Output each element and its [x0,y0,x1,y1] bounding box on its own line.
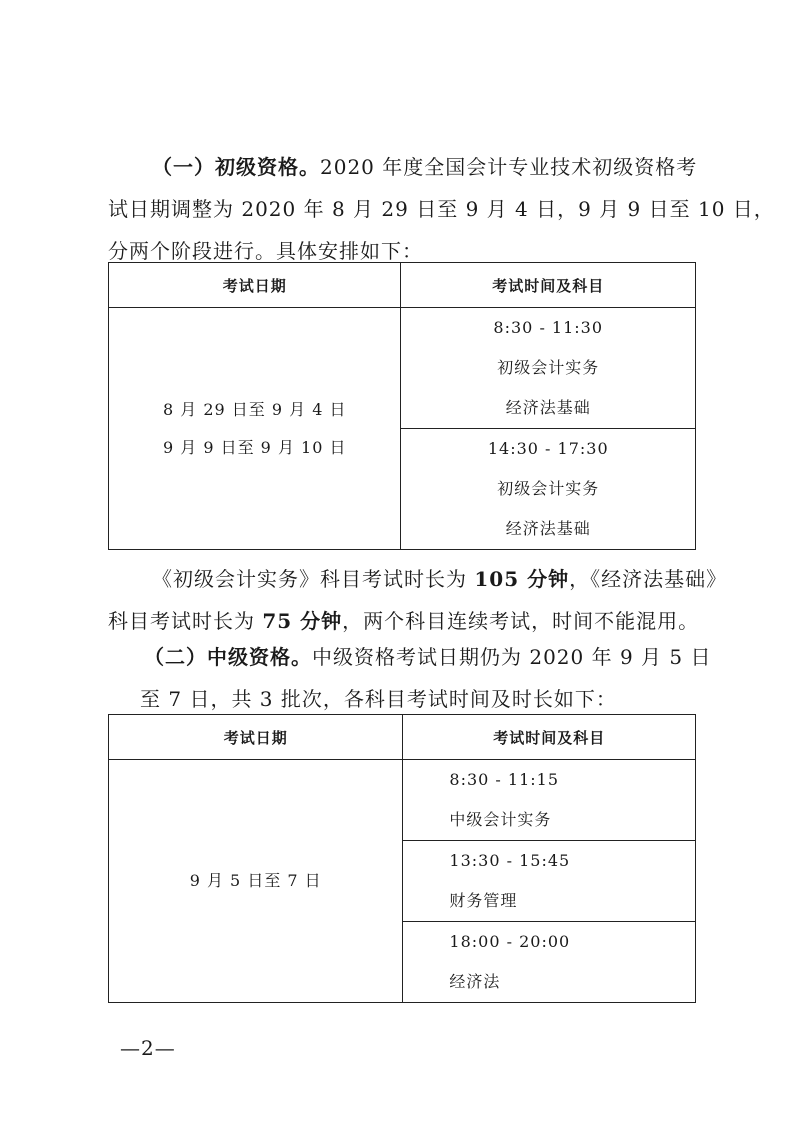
section2-paragraph [108,636,712,720]
table1-header-date: 考试日期 [109,263,401,308]
table2-session-2-subject: 财务管理 [449,891,518,910]
table2-header-row [109,715,696,760]
table1-session-2 [401,429,696,550]
table2-header-date: 考试日期 [109,715,403,760]
page-number: —2— [120,1036,176,1060]
note-part4: ，两个科目连续考试，时间不能混用。 [342,609,700,633]
note-part2: ，《经济法基础》 [569,567,728,591]
table2-session-3-time: 18:00 - 20:00 [449,932,571,951]
section2-heading: （二）中级资格。 [144,645,312,669]
table2-session-3-subject: 经济法 [449,972,501,991]
table2-date: 9 月 5 日至 7 日 [189,871,322,890]
table2-row-1 [109,760,696,841]
table1-date-cell [109,308,401,550]
section2-line1 [108,636,712,678]
note-part1: 《初级会计实务》科目考试时长为 [152,567,475,591]
table2-session-3 [403,922,696,1003]
note-line1 [108,558,728,600]
section1-line1 [108,146,700,188]
section1-line3: 分两个阶段进行。具体安排如下： [108,239,423,263]
table2-header-time: 考试时间及科目 [403,715,696,760]
section2-line2: 至 7 日，共 3 批次，各科目考试时间及时长如下： [140,687,617,711]
section1-heading: （一）初级资格。 [152,155,320,179]
section1-paragraph [108,146,775,272]
table1-session-1-subject1: 初级会计实务 [497,358,600,377]
table1-session-2-subject2: 经济法基础 [505,519,591,538]
table1-date-line2: 9 月 9 日至 9 月 10 日 [162,437,347,457]
table2-session-2 [403,841,696,922]
note-bold-75: 75 分钟 [262,609,343,633]
intermediate-exam-table [108,714,696,1003]
section1-line2: 试日期调整为 2020 年 8 月 29 日至 9 月 4 日，9 月 9 日至 10 日， [108,197,775,221]
table1-header-time: 考试时间及科目 [401,263,696,308]
table1-session-1-time: 8:30 - 11:30 [493,318,604,337]
table2-session-1-time: 8:30 - 11:15 [449,770,560,789]
table2-session-1-subject: 中级会计实务 [449,810,552,829]
note-part3: 科目考试时长为 [108,609,263,633]
section1-line1-text: 2020 年度全国会计专业技术初级资格考 [320,155,698,179]
table1-session-1 [401,308,696,429]
table2-session-2-time: 13:30 - 15:45 [449,851,571,870]
table1-date-line1: 8 月 29 日至 9 月 4 日 [162,399,347,419]
table2-session-1 [403,760,696,841]
table1-row-1 [109,308,696,429]
table1-session-2-subject1: 初级会计实务 [497,479,600,498]
table1-session-1-subject2: 经济法基础 [505,398,591,417]
note-bold-105: 105 分钟 [474,567,570,591]
table1-session-2-time: 14:30 - 17:30 [487,439,609,458]
table1-header-row [109,263,696,308]
table2-date-cell [109,760,403,1003]
section2-line1-text: 中级资格考试日期仍为 2020 年 9 月 5 日 [312,645,712,669]
duration-note-paragraph [108,558,728,642]
primary-exam-table [108,262,696,550]
